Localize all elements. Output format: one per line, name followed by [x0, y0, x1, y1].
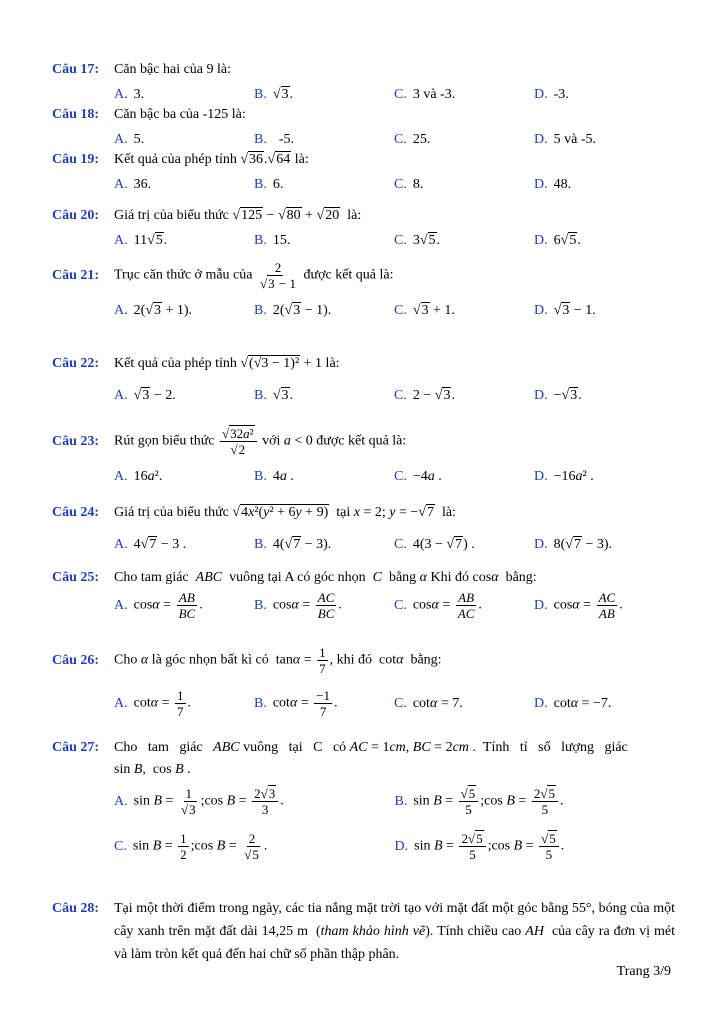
- question-23: Câu 23: Rút gọn biểu thức $\frac{\text{√32a²}}{√2}$ với a < 0 được kết quả là: A. 16a². B. 4a . C. −4a . D. −16a² .: [52, 426, 594, 484]
- question-24: Câu 24: Giá trị của biểu thức √4x²(y² + 6y + 9) tại x = 2; y = −√7 là: A. 4√7 − 3 . B. 4(√7 − 3). C. 4(3 − √7) . D. 8(√7 − 3).: [52, 505, 613, 552]
- question-22: Câu 22: Kết quả của phép tính √(√3 − 1)² + 1 là: A. √3 − 2. B. √3. C. 2 − √3. D. −√3.: [52, 356, 582, 403]
- question-28: Câu 28: Tại một thời điểm trong ngày, các tia nắng mặt trời tạo với mặt đất một góc bằng 55°, bóng của một cây xanh trên mặt đất dài 14,25 m (tham khảo hình vẽ). Tính chiều cao AH của cây ra đơn vị mét và làm tròn kết quả đến hai chữ số phần thập phân.: [52, 901, 675, 962]
- question-20: Câu 20: Giá trị của biểu thức √125 − √80 + √20 là: A. 11√5. B. 15. C. 3√5. D. 6√5.: [52, 208, 581, 248]
- question-text: Căn bậc hai của 9 là:: [114, 62, 232, 77]
- question-17: Câu 17: Căn bậc hai của 9 là: A. 3. B. √3. C. 3 và -3. D. -3.: [52, 62, 675, 103]
- question-26: Câu 26: Cho α là góc nhọn bất kì có tanα = $\frac{1}{7}$ , khi đó cotα bằng: A. cotα = $\frac{1}{7}$ . B. cotα = $\frac{-1}{7}$ . C. cotα = 7. D. cotα = −7.: [52, 645, 612, 719]
- question-number: Câu 17:: [52, 62, 100, 77]
- question-21: Câu 21: Trục căn thức ở mẫu của $\frac{2}{√3 - 1}$ được kết quả là: A. 2(√3 + 1). B. 2(√3 − 1). C. √3 + 1. D. √3 − 1.: [52, 260, 596, 318]
- question-18: Câu 18: Căn bậc ba của -125 là: A. 5. B. -5. C. 25. D. 5 và -5.: [52, 107, 597, 147]
- question-25: Câu 25: Cho tam giác ABC vuông tại A có góc nhọn C bằng α Khi đó cosα bằng: A. cosα = $\frac{AB}{BC}$ . B. cosα = $\frac{AC}{BC}$ . C. cosα = $\frac{AB}{AC}$ . D. cosα = $\frac{AC}{AB}$ .: [52, 570, 623, 621]
- page-number: Trang 3/9: [616, 964, 671, 979]
- question-19: Câu 19: Kết quả của phép tính √36.√64 là: A. 36. B. 6. C. 8. D. 48.: [52, 152, 572, 192]
- question-27: Câu 27: Cho tam giác ABC vuông tại C có AC = 1cm, BC = 2cm . Tính tỉ số lượng giác sin B, cos B . A. sin B = $\frac{1}{√3}$ ;cos B = $\frac{2√3}{3}$ . B. sin B = $\frac{√5}{5}$ ;cos B = $\frac{2√5}{5}$ . C. sin B = $\frac{1}{2}$ ;cos B = $\frac{2}{√5}$ . D. sin B = $\frac{2√5}{5}$ ;cos B = $\frac{√5}{5}$ .: [52, 740, 628, 862]
